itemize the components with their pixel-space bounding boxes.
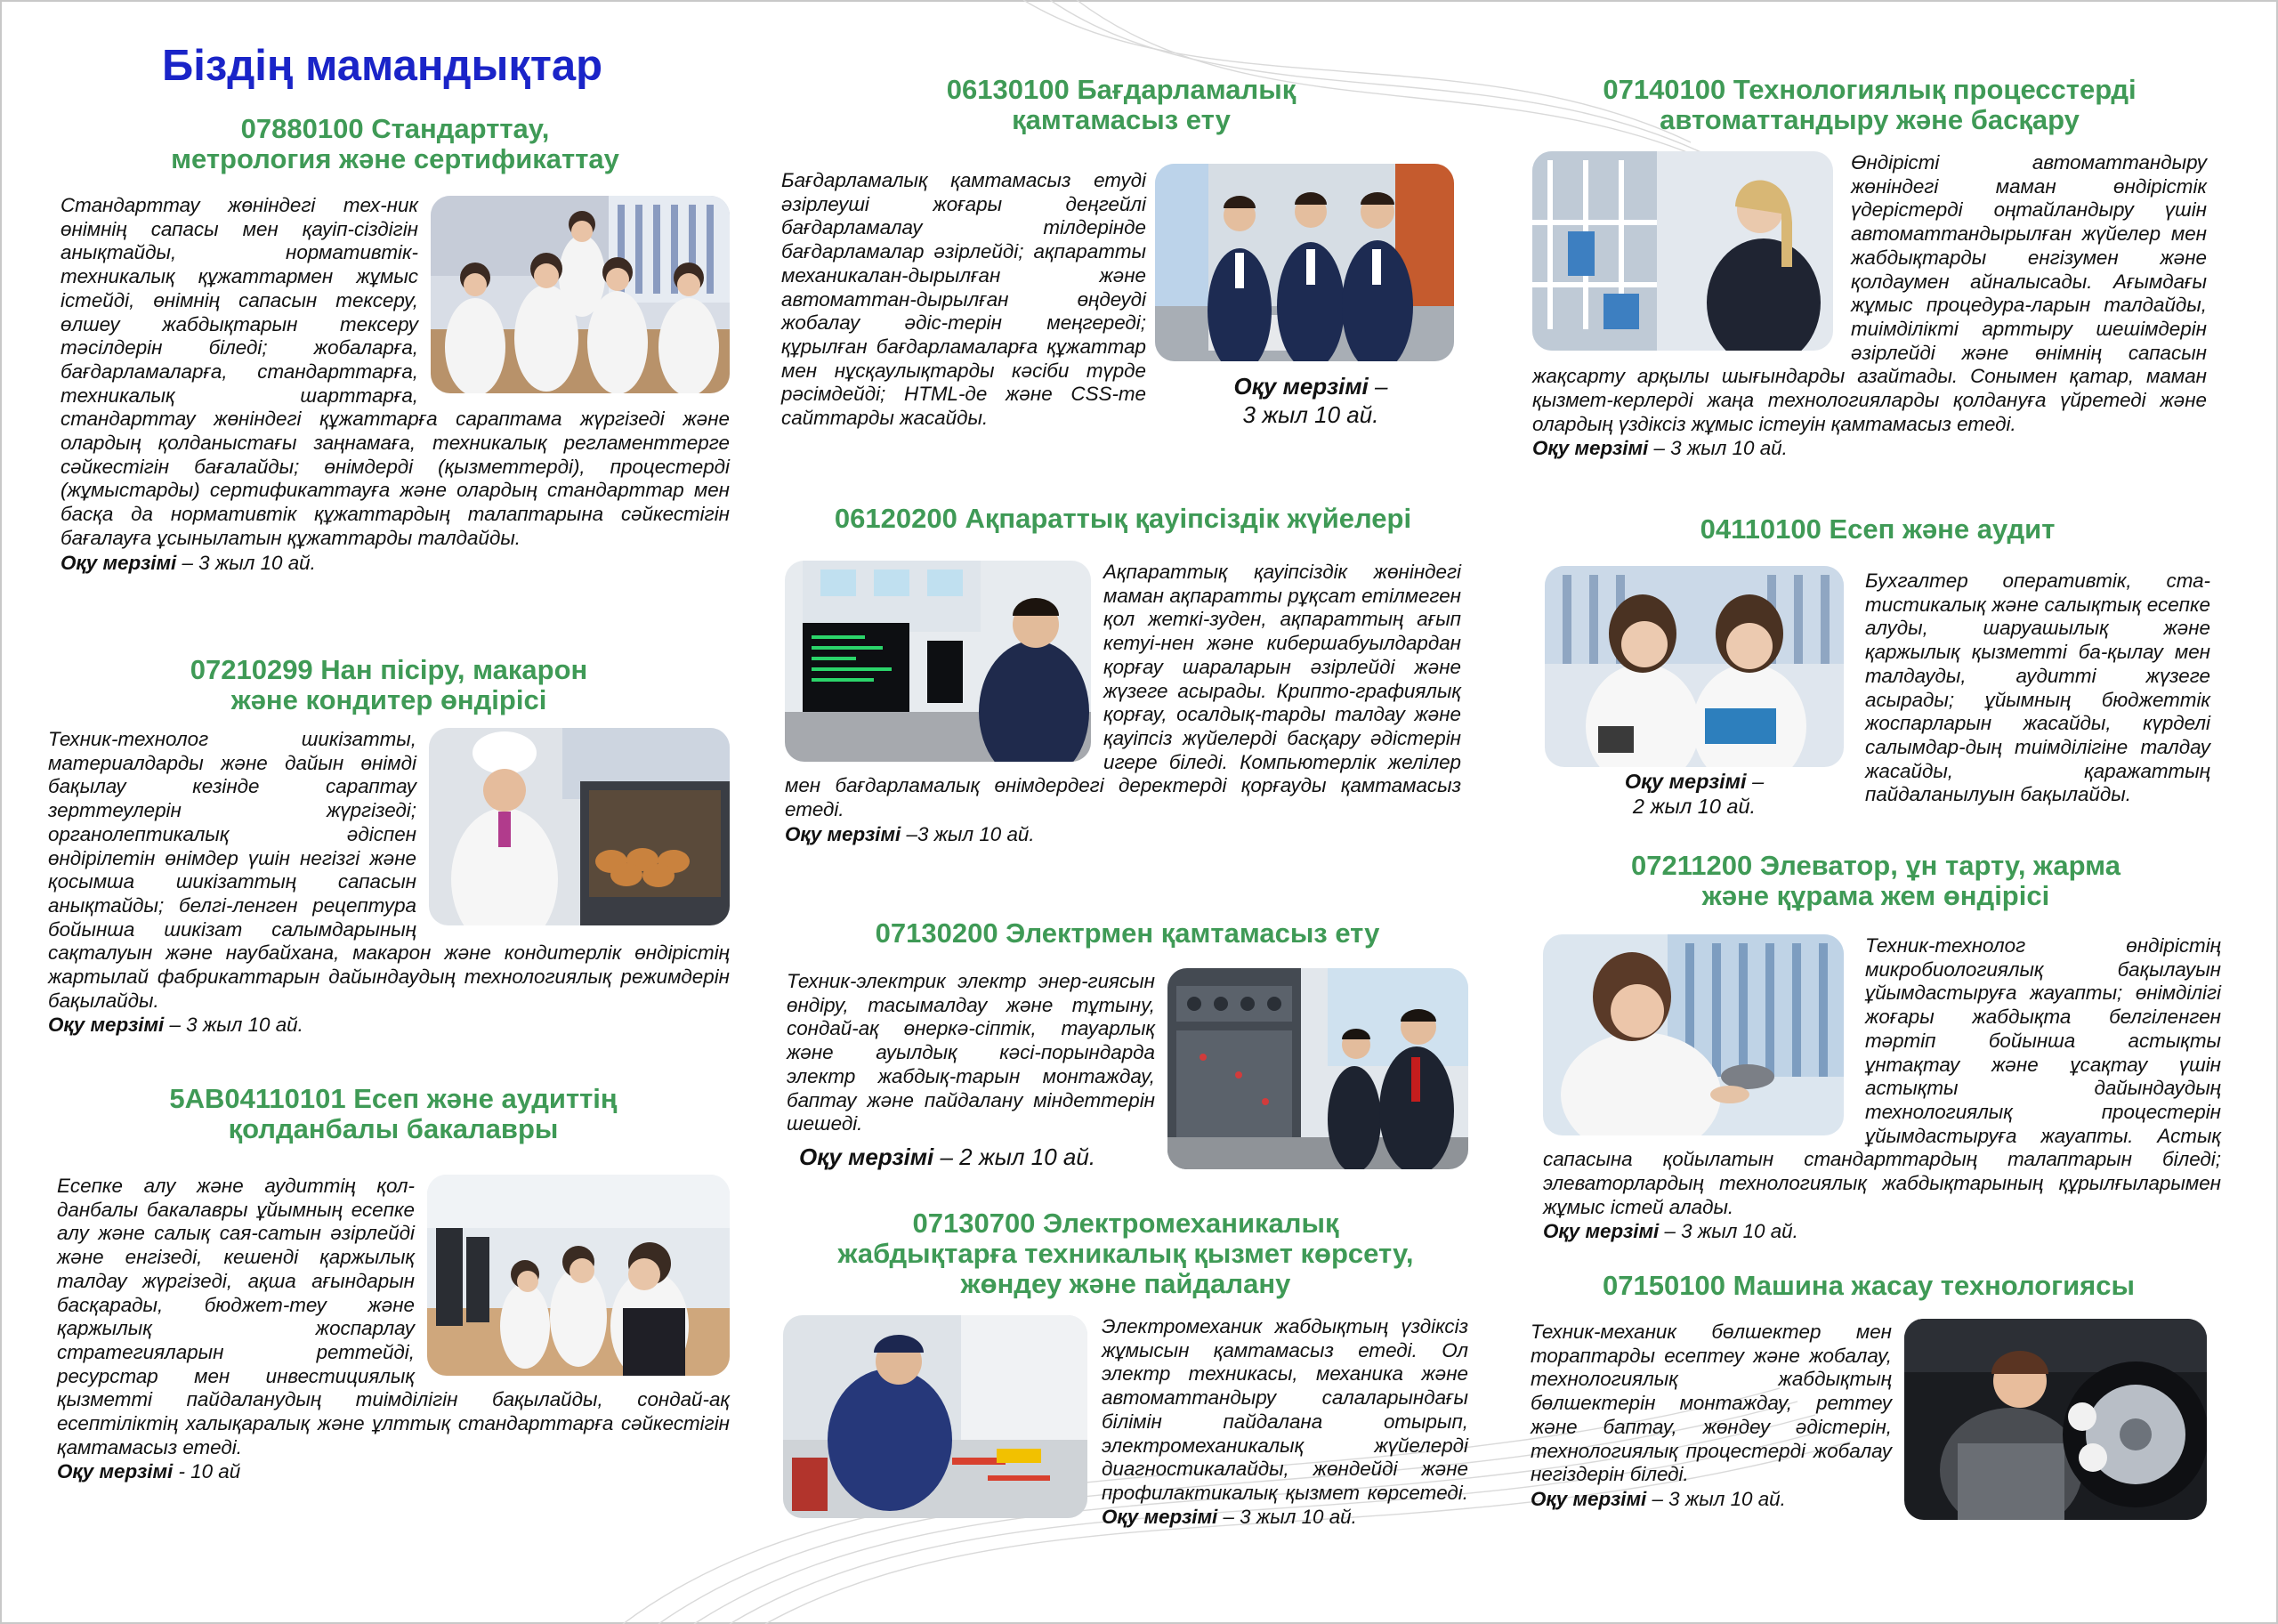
- study-duration: Оқу мерзімі – 3 жыл 10 ай.: [1531, 1487, 1786, 1510]
- study-duration: Оқу мерзімі - 10 ай: [57, 1460, 241, 1483]
- section-standardization: [61, 114, 730, 575]
- section-description: Техник-электрик электр энер-гиясын өндіру, тасымалдау және тұтыну, сондай-ақ өнеркә-сіптік, тауарлық және ауылдық кәсі-порындарда электр жабдық-тарын монтаждау, баптау және пайдалану міндеттерін шешеді.: [787, 970, 1155, 1135]
- section-description: Ақпараттық қауіпсіздік жөніндегі маман ақпаратты рұқсат етілмеген қол жеткі-зуден, ақпараттың ағып кетуі-нен және кибершабуылдардан қорғау шараларын әзірлейді және жүзеге асырады. Крипто-графиялық қорғау, осалдық-тарды талдау және қауіпсіз жүйелерді басқару әдістерін игере біледі. Компьютерлік желілер мен бағдарламалық өнімдердегі деректерді қорғауды қамтамасыз етеді.: [785, 561, 1461, 821]
- section-elevator: [1531, 851, 2221, 1243]
- section-description: Бухгалтер оперативтік, ста-тистикалық және салықтық есепке алуды, шаруашылық және қаржылық қызметті ба-қылау мен талдауды, аудитті жүзеге асырады; ұйымның бюджеттік жоспарларын жасайды, күрделі салымдар-дың тиімділігіне талдау жасайды, қаражаттың пайдаланылуын бақылайды.: [1865, 570, 2210, 806]
- section-automation: [1532, 75, 2207, 460]
- section-title: 07130700 Электромеханикалық жабдықтарға техникалық қызмет көрсету, жөндеу және пайдалану: [837, 1208, 1414, 1299]
- section-info-security: [785, 504, 1461, 846]
- section-title: 07880100 Стандарттау, метрология және сертификаттау: [171, 113, 619, 174]
- photo-wheel-mechanic: [1904, 1319, 2207, 1520]
- section-description: Бағдарламалық қамтамасыз етуді әзірлеуші жоғары деңгейлі бағдарламалау тілдерінде бағдарламалар әзірлейді; ақпаратты механикалан-дырылған және автоматтан-дырылған өңдеуді жобалау әдіс-терін меңгереді; құрылған бағдарламаларға құжаттар мен нұсқаулықтарды кәсіби түрде рәсімдейді; HTML-де және CSS-те сайттарды жасайды.: [781, 169, 1146, 430]
- study-duration: Оқу мерзімі –3 жыл 10 ай.: [785, 822, 1035, 845]
- study-duration-badge: Оқу мерзімі – 3 жыл 10 ай.: [1233, 373, 1388, 428]
- section-description: Өндірісті автоматтандыру жөніндегі маман өндірістік үдерістерді оңтайландыру үшін автоматтандырылған жүйелер мен жабдықтарды енгізумен және қолдаумен айналысады. Ағымдағы жұмыс процедура-ларын талдайды, тиімділікті арттыру шешімдерін әзірлейді және өнімнің сапасын жақсарту арқылы шығындарды азайтады. Сонымен қатар, маман қызмет-керлерді жаңа технологияларды қолдануға үйретеді және олардың үздіксіз жұмыс істеуін қамтамасыз етеді.: [1532, 151, 2207, 435]
- section-description: Есепке алу және аудиттің қол-данбалы бакалавры ұйымның есепке алу және салық сая-сатын әзірлейді және енгізеді, кешенді қаржылық талдау жүргізеді, ақша ағындарын басқарады, бюджет-теу және қаржылық жоспарлау стратегияларын реттейді, ресурстар мен инвестициялық қызметті пайдаланудың тиімділігін бақылайды, сондай-ақ есептіліктің халықаралық және ұлттық стандарттарға сәйкестігін қамтамасыз етеді.: [57, 1175, 730, 1458]
- section-title: 06130100 Бағдарламалық қамтамасыз ету: [946, 74, 1297, 135]
- section-title: 07140100 Технологиялық процесстерді автоматтандыру және басқару: [1603, 74, 2137, 135]
- study-duration: Оқу мерзімі – 2 жыл 10 ай.: [799, 1143, 1096, 1170]
- section-description: Техник-технолог өндірістің микробиологиялық бақылауын ұйымдастыруға жауапты; өнімділігі жоғары жабдықта белгіленген тәртіп бойынша астықты ұнтақтау және ұсақтау үшін астықты дайындаудың технологиялық процестерін ұйымдастыруға жауапты. Астық сапасына қойылатын стандарттардың талаптарын біледі; элеваторлардың технологиялық жабдықтарының құрылғыларымен жұмыс істей алады.: [1543, 934, 2221, 1218]
- section-applied-bachelor: [57, 1084, 730, 1483]
- photo-accounting-students: [1545, 566, 1844, 767]
- section-title: 06120200 Ақпараттық қауіпсіздік жүйелері: [834, 503, 1412, 534]
- section-title: 07150100 Машина жасау технологиясы: [1603, 1270, 2135, 1301]
- photo-computer-class: [427, 1175, 730, 1376]
- section-description: Техник-технолог шикізатты, материалдарды және дайын өнімді бақылау кезінде сараптау зерттеулерін жүргізеді; органолептикалық әдіспен өндірілетін өнімдер үшін негізгі және қосымша шикізаттың сапасын анықтайды; белгі-ленген рецептура бойынша шикізат салымдарының сақталуын және наубайхана, макарон және кондитерлік өндірістің жартылай фабрикаттарын дайындаудың технологиялық режимдерін бақылайды.: [48, 728, 730, 1012]
- section-title: 07130200 Электрмен қамтамасыз ету: [875, 917, 1380, 949]
- section-bakery: [48, 655, 730, 1037]
- section-power-supply: [787, 918, 1468, 1175]
- photo-electric-lab: [1167, 968, 1468, 1169]
- photo-grain-lab: [1543, 934, 1844, 1135]
- photo-lab-students: [431, 196, 730, 393]
- section-description: Техник-механик бөлшектер мен тораптарды есептеу және жобалау, технологиялық жабдықтың бөлшектерін монтаждау, реттеу және баптау, жөндеу әдістерін, технологиялық процестерді жобалау негіздерін біледі.: [1531, 1321, 1892, 1486]
- photo-bakery-oven: [429, 728, 730, 925]
- study-duration: Оқу мерзімі – 3 жыл 10 ай.: [1532, 437, 1788, 460]
- photo-security-workstation: [785, 561, 1091, 762]
- section-title: 07211200 Элеватор, ұн тарту, жарма және құрама жем өндірісі: [1631, 850, 2120, 911]
- study-duration-badge: Оқу мерзімі – 2 жыл 10 ай.: [1624, 770, 1765, 818]
- section-accounting-audit: [1539, 514, 2216, 851]
- section-mechanical-engineering: [1531, 1271, 2207, 1525]
- study-duration: Оқу мерзімі – 3 жыл 10 ай.: [61, 551, 316, 574]
- section-software: [781, 75, 1461, 463]
- photo-software-students: [1155, 164, 1454, 361]
- section-description: Электромеханик жабдықтың үздіксіз жұмысын қамтамасыз етеді. Ол электр техникасы, механика және автоматтандыру салаларындағы білімін пайдалана отырып, электромеханикалық жүйелерді диагностикалайды, жөндейді және профилактикалық қызмет көрсетеді. Оқу мерзімі – 3 жыл 10 ай.: [1102, 1315, 1468, 1528]
- photo-electromechanic-workbench: [783, 1315, 1087, 1518]
- study-duration: Оқу мерзімі – 3 жыл 10 ай.: [1543, 1220, 1798, 1243]
- study-duration: Оқу мерзімі – 3 жыл 10 ай.: [48, 1014, 303, 1037]
- section-title: 04110100 Есеп және аудит: [1700, 513, 2056, 545]
- section-title: 07210299 Нан пісіру, макарон және кондитер өндірісі: [190, 654, 588, 715]
- section-description: Стандарттау жөніндегі тех-ник өнімнің сапасы мен қауіп-сіздігін анықтайды, нормативтік-техникалық құжаттармен жұмыс істейді, өнімнің сапасын тексеру, өлшеу жабдықтарын тексеру тәсілдерін біледі; жобаларға, бағдарламаларға, стандарттарға, техникалық шарттарға, стандарттау жөніндегі құжаттарға сараптама жүргізеді және олардың қолданыстағы заңнамаға, техникалық регламенттерге сәйкестігін бағалайды; өнімдерді (қызметтерді), процестерді (жұмыстарды) сертификаттауға және олардың стандарттар мен басқа да нормативтік құжаттардың талаптарына сәйкестігін бағалауға ұсынылатын құжаттарды талдайды.: [61, 194, 730, 549]
- page-title: Біздің мамандықтар: [162, 42, 603, 90]
- photo-automation-lab: [1532, 151, 1833, 351]
- section-title: 5АВ04110101 Есеп және аудиттің қолданбалы бакалавры: [169, 1083, 618, 1144]
- section-electromechanical: [783, 1208, 1468, 1529]
